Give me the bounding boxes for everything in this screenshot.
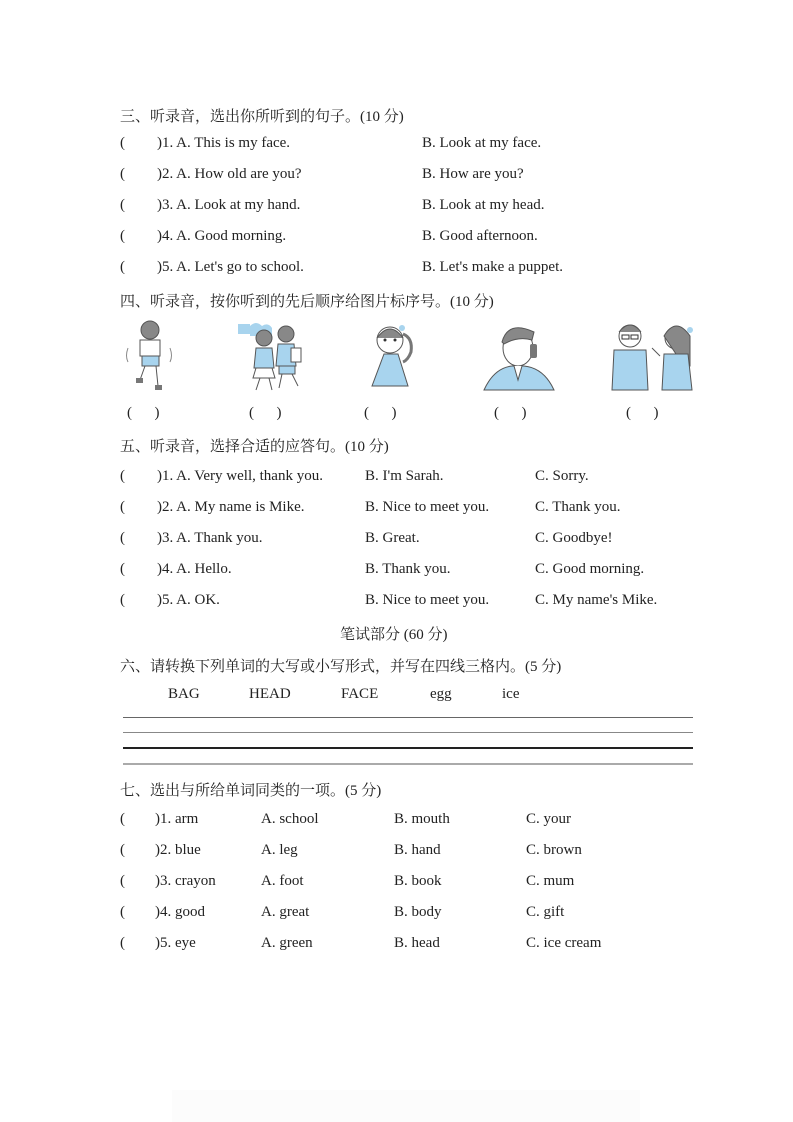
answer-blank[interactable]: ( — [120, 228, 125, 244]
page-footer-strip — [172, 1090, 640, 1122]
option-a: )5. A. Let's go to school. — [157, 259, 304, 275]
answer-blank[interactable]: ( — [120, 592, 125, 608]
answer-blank[interactable]: ( — [120, 166, 125, 182]
option-a: A. school — [261, 811, 319, 827]
man-and-girl-greeting-icon — [608, 320, 698, 392]
option-c: C. brown — [526, 842, 582, 858]
option-b: B. How are you? — [422, 166, 524, 182]
section4-heading: 四、听录音，按你听到的先后顺序给图片标序号。(10 分) — [120, 294, 494, 310]
girl-talking-icon — [362, 320, 422, 392]
option-b: B. Thank you. — [365, 561, 451, 577]
picture-answer-blank[interactable]: ( ) — [127, 405, 160, 421]
four-line-grid-line-2 — [123, 732, 693, 733]
word-to-convert: BAG — [168, 686, 200, 702]
answer-blank[interactable]: ( — [120, 561, 125, 577]
option-a: )2. A. How old are you? — [157, 166, 302, 182]
option-c: C. ice cream — [526, 935, 602, 951]
word-to-convert: HEAD — [249, 686, 291, 702]
option-c: C. Sorry. — [535, 468, 589, 484]
option-a: )3. A. Thank you. — [157, 530, 263, 546]
question-word: )5. eye — [155, 935, 196, 951]
question-word: )2. blue — [155, 842, 201, 858]
section6-heading: 六、请转换下列单词的大写或小写形式，并写在四线三格内。(5 分) — [120, 659, 562, 675]
word-to-convert: egg — [430, 686, 452, 702]
option-a: )3. A. Look at my hand. — [157, 197, 301, 213]
option-b: B. Good afternoon. — [422, 228, 538, 244]
four-line-grid-line-4 — [123, 763, 693, 765]
option-b: B. hand — [394, 842, 441, 858]
option-c: C. Good morning. — [535, 561, 645, 577]
question-word: )3. crayon — [155, 873, 216, 889]
picture-answer-blank[interactable]: ( ) — [494, 405, 527, 421]
section5-heading: 五、听录音，选择合适的应答句。(10 分) — [120, 439, 389, 455]
option-c: C. My name's Mike. — [535, 592, 658, 608]
answer-blank[interactable]: ( — [120, 530, 125, 546]
option-a: )4. A. Hello. — [157, 561, 232, 577]
answer-blank[interactable]: ( — [120, 197, 125, 213]
option-a: )5. A. OK. — [157, 592, 220, 608]
option-a: A. great — [261, 904, 310, 920]
word-to-convert: ice — [502, 686, 520, 702]
section7-heading: 七、选出与所给单词同类的一项。(5 分) — [120, 783, 382, 799]
answer-blank[interactable]: ( — [120, 904, 125, 920]
option-c: C. your — [526, 811, 571, 827]
answer-blank[interactable]: ( — [120, 259, 125, 275]
option-c: C. Thank you. — [535, 499, 621, 515]
option-b: B. head — [394, 935, 440, 951]
question-word: )4. good — [155, 904, 205, 920]
option-a: )4. A. Good morning. — [157, 228, 287, 244]
option-c: C. Goodbye! — [535, 530, 613, 546]
option-a: A. leg — [261, 842, 298, 858]
boy-exercising-icon — [118, 318, 178, 393]
answer-blank[interactable]: ( — [120, 499, 125, 515]
option-b: B. book — [394, 873, 442, 889]
picture-answer-blank[interactable]: ( ) — [626, 405, 659, 421]
option-b: B. mouth — [394, 811, 450, 827]
option-b: B. Look at my face. — [422, 135, 542, 151]
question-word: )1. arm — [155, 811, 199, 827]
option-b: B. Nice to meet you. — [365, 499, 490, 515]
option-c: C. gift — [526, 904, 565, 920]
word-to-convert: FACE — [341, 686, 379, 702]
four-line-grid-line-3 — [123, 747, 693, 749]
option-b: B. Great. — [365, 530, 420, 546]
option-a: )1. A. Very well, thank you. — [157, 468, 323, 484]
option-a: )1. A. This is my face. — [157, 135, 291, 151]
option-a: A. foot — [261, 873, 304, 889]
option-b: B. body — [394, 904, 442, 920]
written-part-title: 笔试部分 (60 分) — [340, 627, 448, 643]
option-b: B. I'm Sarah. — [365, 468, 444, 484]
answer-blank[interactable]: ( — [120, 135, 125, 151]
four-line-grid-line-1 — [123, 717, 693, 718]
option-b: B. Nice to meet you. — [365, 592, 490, 608]
answer-blank[interactable]: ( — [120, 468, 125, 484]
picture-answer-blank[interactable]: ( ) — [364, 405, 397, 421]
section3-heading: 三、听录音，选出你所听到的句子。(10 分) — [120, 109, 404, 125]
answer-blank[interactable]: ( — [120, 935, 125, 951]
answer-blank[interactable]: ( — [120, 873, 125, 889]
answer-blank[interactable]: ( — [120, 842, 125, 858]
picture-answer-blank[interactable]: ( ) — [249, 405, 282, 421]
children-walking-to-school-icon — [236, 318, 306, 393]
man-on-phone-icon — [482, 318, 557, 393]
option-a: )2. A. My name is Mike. — [157, 499, 305, 515]
answer-blank[interactable]: ( — [120, 811, 125, 827]
option-b: B. Look at my head. — [422, 197, 545, 213]
option-a: A. green — [261, 935, 313, 951]
option-c: C. mum — [526, 873, 575, 889]
option-b: B. Let's make a puppet. — [422, 259, 563, 275]
